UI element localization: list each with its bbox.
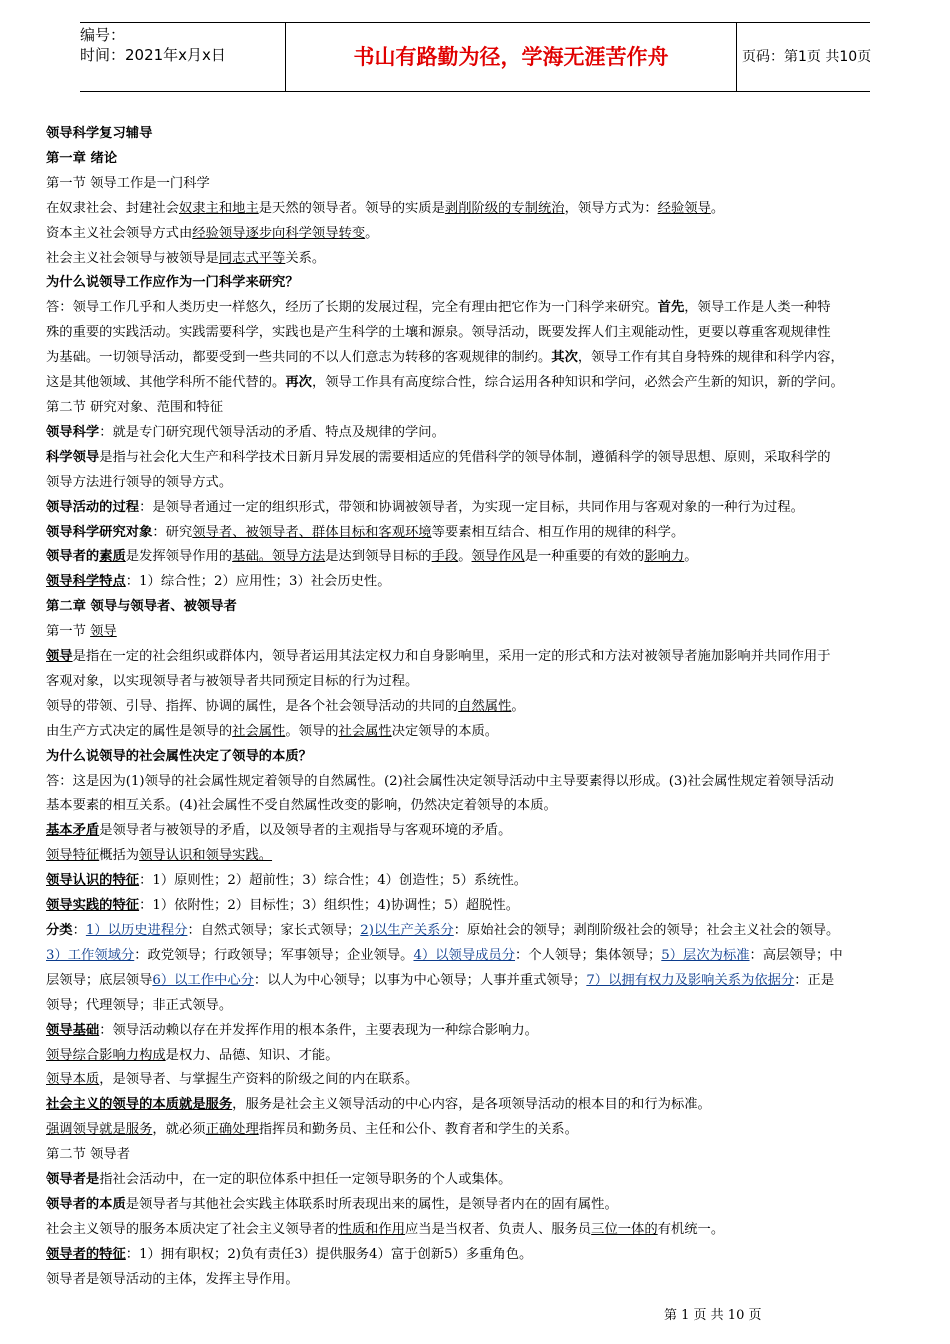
text-line [46, 1019, 906, 1044]
text-run: 是一种重要的有效的 [524, 549, 645, 565]
text-line [46, 770, 906, 795]
page-footer: 第 1 页 共 10 页 [664, 1308, 762, 1323]
text-run: ：高层领导；中 [749, 947, 843, 963]
text-run: ，领导工作是人类一种特 [684, 300, 831, 316]
text-run: 这是其他领域、其他学科所不能代替的。 [46, 375, 286, 391]
text-line [46, 919, 906, 944]
text-run: 第一节 [46, 624, 91, 640]
text-run: 领导特征 [46, 848, 100, 864]
text-run: ： [72, 923, 86, 938]
text-run: 领导科学 [46, 424, 100, 440]
text-line [46, 1268, 906, 1293]
header-page-info: 页码：第1页 共10页 [742, 49, 872, 65]
text-run: 领导 [46, 649, 73, 665]
text-run: 领导实践的特征 [46, 898, 140, 914]
text-line [46, 1243, 906, 1268]
text-run: 领导者的 [46, 549, 100, 565]
text-run: 领导活动的过程 [46, 499, 140, 515]
text-line [46, 994, 906, 1019]
text-line [46, 670, 906, 695]
text-run: 其次 [551, 350, 578, 366]
text-run: 为什么说领导的社会属性决定了领导的本质？ [46, 748, 312, 764]
text-run: ：政党领导；行政领导；军事领导；企业领导。 [134, 947, 414, 963]
text-run: 领导认识和领导实践。 [139, 848, 273, 864]
text-run: 同志式平等 [218, 250, 286, 266]
text-run: 奴隶主和地主 [178, 200, 259, 216]
text-line [46, 371, 906, 396]
text-run: 应当是当权者、负责人、服务员 [405, 1221, 592, 1237]
header-meta [80, 23, 285, 93]
text-run: 2)以生产关系分 [360, 923, 454, 938]
text-run: 领导的带领、引导、指挥、协调的属性，是各个社会领导活动的共同的 [46, 698, 459, 714]
text-run: 答：领导工作几乎和人类历史一样悠久，经历了长期的发展过程，完全有理由把它作为一门科学来研究。 [46, 300, 658, 316]
text-run: 关系。 [285, 250, 326, 266]
text-line [46, 595, 906, 620]
text-run: ：正是 [794, 972, 835, 988]
text-run: 为什么说领导工作应作为一门科学来研究？ [46, 275, 299, 291]
text-run: 社会主义领导的服务本质决定了社会主义领导者的 [46, 1221, 339, 1237]
document-time-label: 时间：2021年x月x日 [80, 46, 226, 64]
text-line [46, 521, 906, 546]
document-body [46, 122, 906, 1293]
text-run: 是领导者与被领导的矛盾，以及领导者的主观指导与客观环境的矛盾。 [99, 823, 512, 839]
text-run: 指挥员和勤务员、主任和公仆、教育者和学生的关系。 [258, 1122, 578, 1138]
text-run: 社会属性 [338, 723, 392, 739]
text-run: 是达到领导目标的 [325, 549, 432, 565]
text-run: 社会主义的领导的本质就是服务 [46, 1097, 233, 1113]
text-line [46, 944, 906, 969]
text-run: ：原始社会的领导；剥削阶级社会的领导；社会主义社会的领导。 [453, 923, 840, 938]
text-run: 素质 [99, 549, 126, 565]
text-line [46, 1093, 906, 1118]
text-run: 5）层次为标准 [661, 947, 750, 963]
text-line [46, 1118, 906, 1143]
text-run: 领导者、被领导者、群体目标和客观环境 [192, 524, 432, 540]
text-run: 有机统一。 [657, 1221, 725, 1237]
text-run: 手段 [431, 549, 459, 565]
text-run: 答：这是因为(1)领导的社会属性规定着领导的自然属性。(2)社会属性决定领导活动中主导要素得以形成。(3)社会属性规定着领导活动 [46, 773, 834, 789]
text-run: 影响力 [644, 549, 685, 565]
text-line [46, 197, 906, 222]
text-line [46, 1193, 906, 1218]
text-run: 社会属性 [232, 723, 286, 739]
text-line [46, 271, 906, 296]
text-run: 第二章 领导与领导者、被领导者 [46, 599, 237, 615]
text-run: 领导者是领导活动的主体，发挥主导作用。 [46, 1271, 299, 1287]
text-run: 领导者的特征 [46, 1246, 126, 1262]
text-run: 是发挥领导作用的 [125, 549, 233, 565]
text-run: ，就必须 [152, 1122, 206, 1138]
text-run: 。 [365, 225, 379, 241]
text-run: 。 [710, 200, 725, 216]
text-run: 领导；代理领导；非正式领导。 [46, 997, 233, 1013]
text-line [46, 222, 906, 247]
text-run: ：自然式领导；家长式领导； [187, 923, 361, 938]
text-run: 领导基础 [46, 1022, 100, 1038]
text-run: 。 [684, 549, 698, 565]
text-run: 三位一体的 [591, 1221, 658, 1237]
text-run: 是天然的领导者。领导的实质是 [258, 200, 445, 216]
text-line [46, 446, 906, 471]
text-run: 殊的重要的实践活动。实践需要科学，实践也是产生科学的土壤和源泉。领导活动，既要发挥人们主观能动性，更要以尊重客观规律性 [46, 325, 831, 341]
text-run: 领导方法进行领导的领导方式。 [46, 474, 233, 490]
text-run: ：1）综合性；2）应用性；3）社会历史性。 [125, 574, 391, 590]
text-line [46, 794, 906, 819]
text-run: ：1）原则性；2）超前性；3）综合性；4）创造性；5）系统性。 [139, 873, 528, 889]
text-run: ，领导工作有其自身特殊的规律和科学内容， [577, 350, 844, 366]
text-run: 是领导者与其他社会实践主体联系时所表现出来的属性，是领导者内在的固有属性。 [125, 1196, 618, 1212]
text-line [46, 645, 906, 670]
text-run: ：1）拥有职权；2)负有责任3）提供服务4）富于创新5）多重角色。 [125, 1246, 533, 1262]
text-line [46, 147, 906, 172]
text-run: 由生产方式决定的属性是领导的 [46, 723, 233, 739]
text-run: 。 [458, 549, 472, 565]
text-line [46, 819, 906, 844]
text-run: 为基础。一切领导活动，都要受到一些共同的不以人们意志为转移的客观规律的制约。 [46, 350, 552, 366]
text-run: 是指与社会化大生产和科学技术日新月异发展的需要相适应的凭借科学的领导体制，遵循科学的领导思想、原则，采取科学的 [99, 449, 831, 465]
text-run: 4）以领导成员分 [413, 947, 516, 963]
text-run: ，领导方式为： [564, 200, 658, 216]
text-run: ：研究 [152, 524, 193, 540]
text-run: 等要素相互结合、相互作用的规律的科学。 [431, 524, 685, 540]
text-run: ：就是专门研究现代领导活动的矛盾、特点及规律的学问。 [99, 424, 445, 440]
text-run: ：个人领导；集体领导； [515, 947, 662, 963]
text-run: 自然属性 [458, 698, 512, 714]
text-line [46, 720, 906, 745]
text-line [46, 1143, 906, 1168]
text-line [46, 844, 906, 869]
text-line [46, 496, 906, 521]
text-run: 基本矛盾 [46, 823, 100, 839]
text-run: 科学领导 [46, 449, 100, 465]
text-run: 经验领导逐步向科学领导转变 [192, 225, 366, 241]
text-line [46, 1068, 906, 1093]
text-run: ：以人为中心领导；以事为中心领导；人事并重式领导； [253, 972, 587, 988]
text-line [46, 894, 906, 919]
text-run: 领导本质 [46, 1072, 100, 1088]
page-header [80, 22, 870, 92]
text-run: 领导者的本质 [46, 1196, 126, 1212]
text-run: 领导 [90, 624, 117, 640]
text-run: 第一节 领导工作是一门科学 [46, 175, 210, 191]
text-line [46, 321, 906, 346]
text-run: 层领导；底层领导 [46, 972, 153, 988]
text-run: 第一章 绪论 [46, 150, 118, 166]
text-run: 第二节 领导者 [46, 1147, 131, 1163]
text-run: ：是领导者通过一定的组织形式，带领和协调被领导者，为实现一定目标，共同作用与客观对象的一种行为过程。 [139, 499, 804, 515]
text-line [46, 969, 906, 994]
text-run: 强调领导就是服务 [46, 1122, 153, 1138]
text-run: 第二节 研究对象、范围和特征 [46, 399, 224, 415]
text-line [46, 471, 906, 496]
header-motto: 书山有路勤为径，学海无涯苦作舟 [285, 23, 737, 91]
text-line [46, 421, 906, 446]
text-run: ：1）依附性；2）目标性；3）组织性；4)协调性；5）超脱性。 [139, 898, 519, 914]
text-line [46, 869, 906, 894]
text-run: ，领导工作具有高度综合性，综合运用各种知识和学问，必然会产生新的知识，新的学问。 [311, 375, 844, 391]
text-line [46, 296, 906, 321]
text-run: 。领导的 [285, 723, 339, 739]
text-run: 是权力、品德、知识、才能。 [165, 1047, 339, 1063]
text-line [46, 1044, 906, 1069]
text-line [46, 396, 906, 421]
text-line [46, 695, 906, 720]
text-run: 7）以拥有权力及影响关系为依据分 [586, 972, 795, 988]
text-run: 领导科学研究对象 [46, 524, 153, 540]
text-run: 领导作风 [471, 549, 525, 565]
text-run: ，是领导者、与掌握生产资料的阶级之间的内在联系。 [99, 1072, 419, 1088]
text-line [46, 1168, 906, 1193]
text-run: 。 [511, 698, 525, 714]
text-run: 指社会活动中，在一定的职位体系中担任一定领导职务的个人或集体。 [99, 1172, 512, 1188]
text-line [46, 570, 906, 595]
text-run: 性质和作用 [338, 1221, 406, 1237]
text-line [46, 247, 906, 272]
text-run: 领导者是 [46, 1172, 100, 1188]
text-run: 领导科学特点 [46, 574, 126, 590]
text-run: 概括为 [99, 848, 140, 864]
text-run: 决定领导的本质。 [391, 723, 499, 739]
text-run: ，服务是社会主义领导活动的中心内容，是各项领导活动的根本目的和行为标准。 [232, 1097, 711, 1113]
text-line [46, 346, 906, 371]
text-line [46, 1218, 906, 1243]
text-run: 经验领导 [657, 200, 711, 216]
text-run: 客观对象，以实现领导者与被领导者共同预定目标的行为过程。 [46, 673, 419, 689]
text-line [46, 122, 906, 147]
text-run: ：领导活动赖以存在并发挥作用的根本条件，主要表现为一种综合影响力。 [99, 1022, 538, 1038]
text-run: 6）以工作中心分 [152, 972, 254, 988]
text-run: 基本要素的相互关系。(4)社会属性不受自然属性改变的影响，仍然决定着领导的本质。 [46, 798, 557, 814]
text-run: 分类 [46, 923, 73, 938]
text-run: 是指在一定的社会组织或群体内，领导者运用其法定权力和自身影响里，采用一定的形式和方法对被领导者施加影响并共同作用于 [72, 649, 831, 665]
text-run: 剥削阶级的专制统治 [444, 200, 565, 216]
document-number-label: 编号： [80, 26, 126, 44]
text-run: 领导综合影响力构成 [46, 1047, 166, 1063]
text-run: 首先 [657, 300, 685, 316]
text-line [46, 620, 906, 645]
text-run: 领导科学复习辅导 [46, 126, 153, 141]
text-run: 再次 [285, 375, 312, 391]
text-run: 领导方法 [272, 549, 326, 565]
text-line [46, 745, 906, 770]
text-run: 1）以历史进程分 [85, 923, 188, 938]
text-run: 社会主义社会领导与被领导是 [46, 250, 219, 266]
text-run: 3）工作领域分 [46, 947, 135, 963]
text-run: 正确处理 [205, 1122, 259, 1138]
text-run: 资本主义社会领导方式由 [46, 225, 193, 241]
text-line [46, 545, 906, 570]
text-run: 在奴隶社会、封建社会 [46, 200, 179, 216]
text-run: 基础。 [232, 549, 273, 565]
text-run: 领导认识的特征 [46, 873, 140, 889]
text-line [46, 172, 906, 197]
